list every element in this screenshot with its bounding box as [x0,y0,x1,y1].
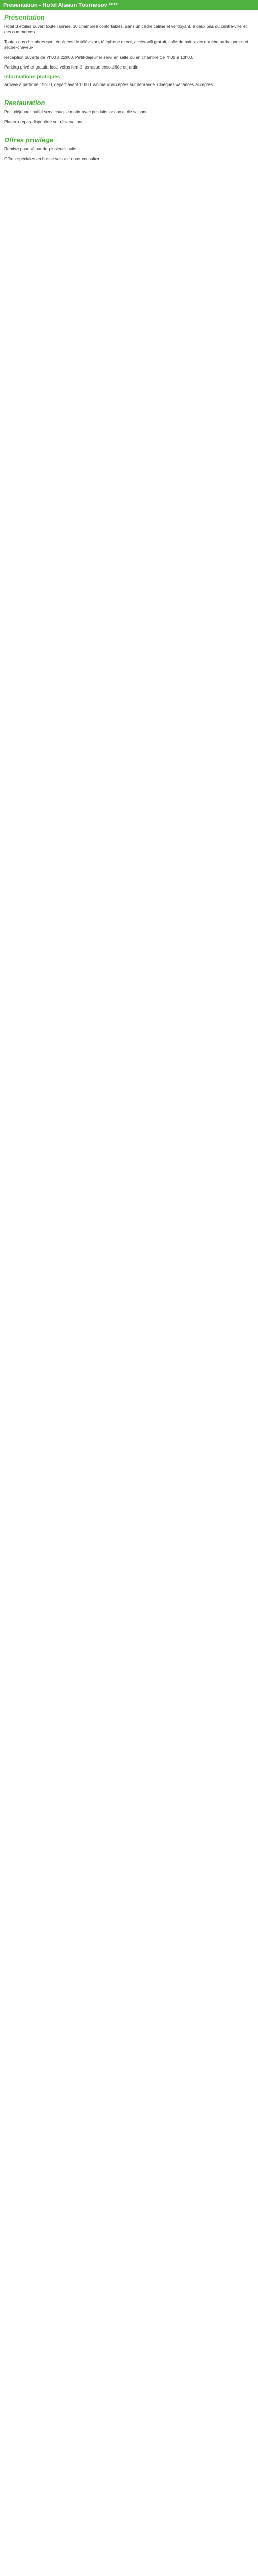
content [0,10,258,162]
paragraph: Remise pour séjour de plusieurs nuits. [4,146,78,151]
section-title: Offres privilège [4,136,54,144]
header-stars: **** [108,2,118,8]
paragraph: Arrivée à partir de 15h00, départ avant 11h00. Animaux acceptés sur demande. Chèques vacances acceptés. [4,82,214,87]
section-services [4,136,254,162]
section-restauration [4,99,254,125]
section-title: Restauration [4,99,45,107]
paragraph: Parking privé et gratuit, local vélos fermé, terrasse ensoleillée et jardin. [4,64,140,70]
paragraph: Hôtel 3 étoiles ouvert toute l'année, 30 chambres confortables, dans un cadre calme et verdoyant, à deux pas du centre-ville et des commerces. [4,24,247,35]
section-presentation [4,13,254,88]
subheading: Informations pratiques [4,74,60,80]
section-title: Présentation [4,13,45,21]
paragraph: Offres spéciales en basse saison : nous consulter. [4,156,101,161]
paragraph: Petit-déjeuner buffet servi chaque matin avec produits locaux et de saison. [4,109,147,114]
paragraph: Toutes nos chambres sont équipées de télévision, téléphone direct, accès wifi gratuit, salle de bain avec douche ou baignoire et sèche-cheveux. [4,39,249,50]
paragraph: Réception ouverte de 7h00 à 22h00. Petit-déjeuner servi en salle ou en chambre de 7h00 à 10h00. [4,55,194,60]
header-title: Presentation - Hotel Alsaun Tournesov [3,2,107,8]
page [0,0,258,183]
page-header [0,0,258,10]
paragraph: Plateau-repas disponible sur réservation. [4,119,83,124]
